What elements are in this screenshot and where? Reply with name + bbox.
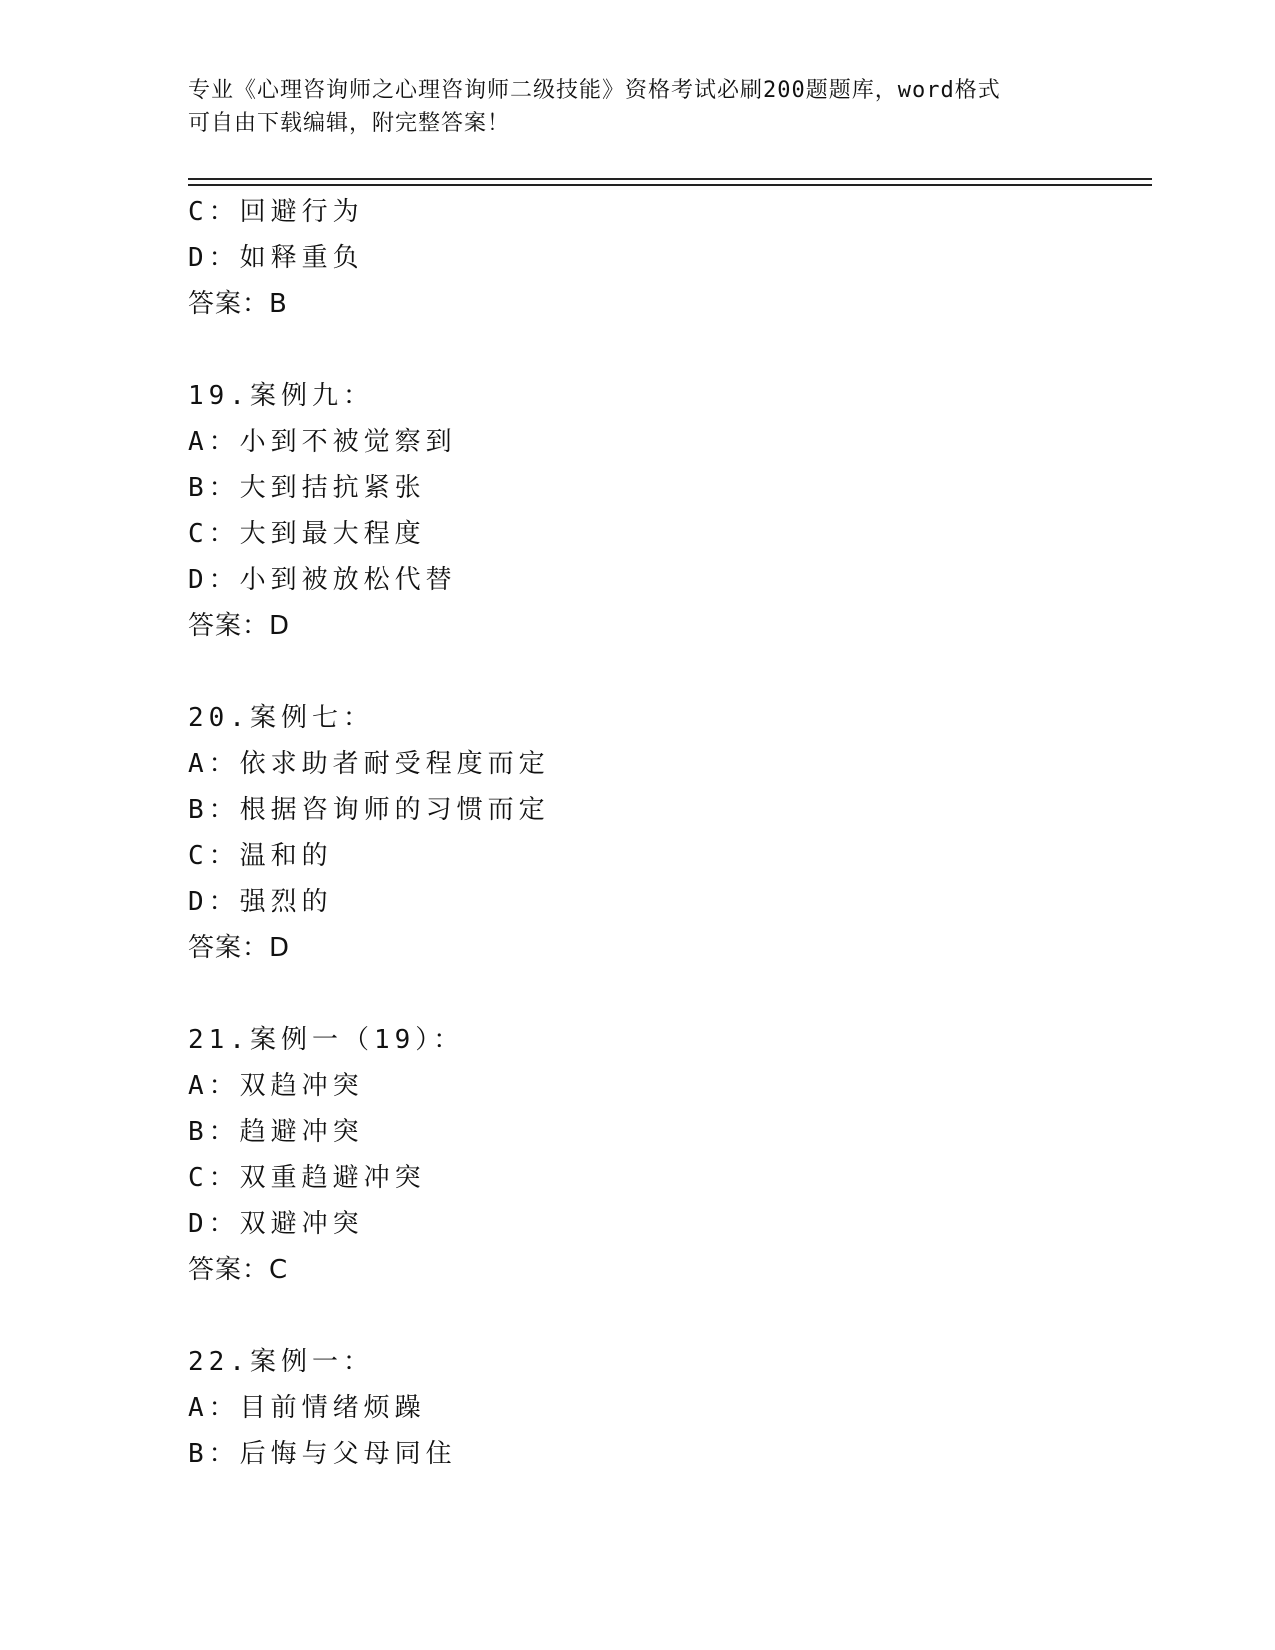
answer-line: 答案：D bbox=[188, 933, 291, 963]
question-title: 20.案例七： bbox=[188, 703, 374, 733]
header-line-1: 专业《心理咨询师之心理咨询师二级技能》资格考试必刷200题题库，word格式 bbox=[188, 78, 1001, 103]
option-b: B：后悔与父母同住 bbox=[188, 1439, 457, 1469]
option-d: D：双避冲突 bbox=[188, 1209, 364, 1239]
question-list bbox=[188, 189, 1148, 1477]
option-a: A：依求助者耐受程度而定 bbox=[188, 749, 550, 779]
document-header bbox=[188, 74, 1088, 140]
option-d: D：小到被放松代替 bbox=[188, 565, 457, 595]
option-b: B：趋避冲突 bbox=[188, 1117, 364, 1147]
answer-line: 答案：D bbox=[188, 611, 291, 641]
spacer bbox=[188, 971, 1148, 1017]
option-b: B：大到拮抗紧张 bbox=[188, 473, 426, 503]
spacer bbox=[188, 1293, 1148, 1339]
question-title: 21.案例一（19）： bbox=[188, 1025, 465, 1055]
option-d: D：强烈的 bbox=[188, 887, 333, 917]
option-c: C：回避行为 bbox=[188, 197, 364, 227]
option-a: A：目前情绪烦躁 bbox=[188, 1393, 426, 1423]
option-c: C：双重趋避冲突 bbox=[188, 1163, 426, 1193]
header-line-2: 可自由下载编辑，附完整答案！ bbox=[188, 111, 511, 136]
option-a: A：双趋冲突 bbox=[188, 1071, 364, 1101]
question-21 bbox=[188, 1017, 1148, 1293]
option-d: D：如释重负 bbox=[188, 243, 364, 273]
question-18-continued bbox=[188, 189, 1148, 327]
option-a: A：小到不被觉察到 bbox=[188, 427, 457, 457]
header-divider-bottom bbox=[188, 184, 1152, 186]
question-title: 22.案例一： bbox=[188, 1347, 374, 1377]
question-20 bbox=[188, 695, 1148, 971]
option-b: B：根据咨询师的习惯而定 bbox=[188, 795, 550, 825]
answer-line: 答案：B bbox=[188, 289, 288, 319]
header-divider-top bbox=[188, 178, 1152, 180]
question-title: 19.案例九： bbox=[188, 381, 374, 411]
option-c: C：大到最大程度 bbox=[188, 519, 426, 549]
spacer bbox=[188, 327, 1148, 373]
answer-line: 答案：C bbox=[188, 1255, 289, 1285]
option-c: C：温和的 bbox=[188, 841, 333, 871]
question-19 bbox=[188, 373, 1148, 649]
spacer bbox=[188, 649, 1148, 695]
question-22 bbox=[188, 1339, 1148, 1477]
